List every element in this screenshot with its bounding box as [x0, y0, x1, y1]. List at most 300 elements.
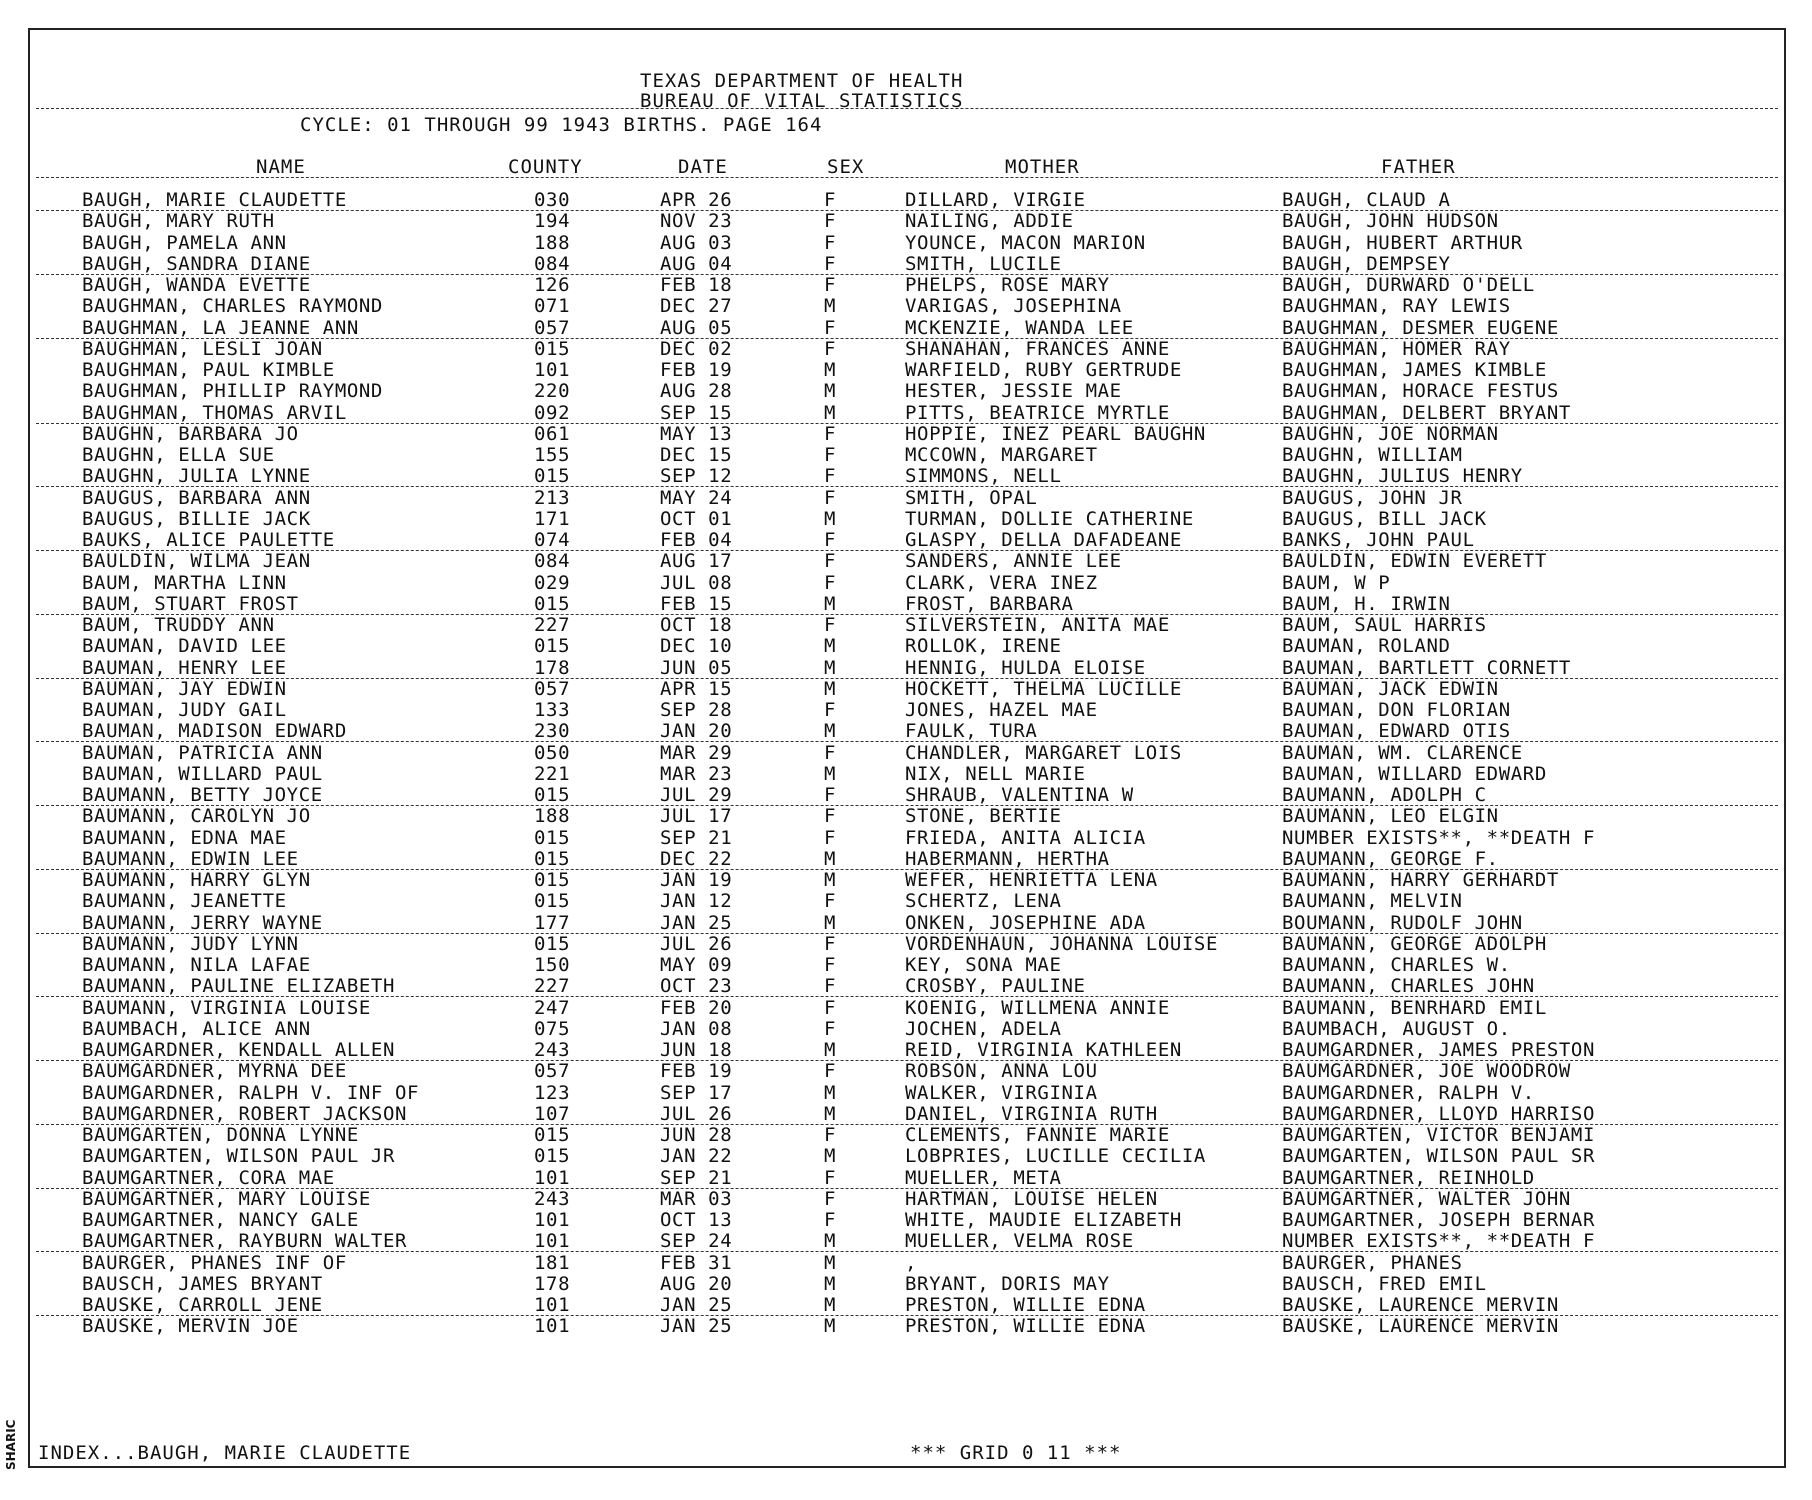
- record-name: BAUMGARTNER, NANCY GALE: [82, 1209, 359, 1231]
- record-sex: M: [824, 401, 837, 424]
- record-row: [30, 679, 1784, 700]
- record-sex: M: [824, 677, 837, 700]
- record-mother: PRESTON, WILLIE EDNA: [905, 1315, 1146, 1338]
- record-list: [30, 30, 1784, 1466]
- record-mother: DILLARD, VIRGIE: [905, 189, 1086, 211]
- record-mother: FRIEDA, ANITA ALICIA: [905, 826, 1146, 849]
- record-name: BAUMGARDNER, KENDALL ALLEN: [82, 1039, 396, 1061]
- record-date: OCT 18: [660, 614, 733, 636]
- record-father: BANKS, JOHN PAUL: [1282, 529, 1475, 551]
- record-father: BAUMANN, CHARLES JOHN: [1282, 975, 1535, 998]
- record-name: BAUMAN, DAVID LEE: [82, 635, 287, 658]
- record-date: APR 26: [660, 189, 733, 211]
- record-county: 188: [534, 805, 571, 828]
- record-name: BAUM, MARTHA LINN: [82, 571, 287, 594]
- record-date: OCT 23: [660, 975, 733, 998]
- record-row: [30, 190, 1784, 211]
- record-father: BAUMGARDNER, LLOYD HARRISO: [1282, 1102, 1596, 1125]
- record-row: [30, 955, 1784, 976]
- record-row: [30, 488, 1784, 509]
- record-mother: TURMAN, DOLLIE CATHERINE: [905, 507, 1194, 530]
- record-name: BAUMGARDNER, ROBERT JACKSON: [82, 1102, 408, 1125]
- record-name: BAUKS, ALICE PAULETTE: [82, 529, 335, 551]
- record-mother: MUELLER, META: [905, 1166, 1062, 1189]
- record-name: BAUGUS, BILLIE JACK: [82, 507, 311, 530]
- record-county: 015: [534, 635, 571, 658]
- record-row: [30, 339, 1784, 360]
- record-date: JAN 12: [660, 890, 733, 913]
- record-row: [30, 743, 1784, 764]
- record-date: JUL 17: [660, 805, 733, 828]
- record-county: 061: [534, 422, 571, 445]
- record-county: 084: [534, 550, 571, 573]
- record-county: 101: [534, 1294, 571, 1316]
- record-date: DEC 22: [660, 847, 733, 870]
- record-father: BAUMANN, BENRHARD EMIL: [1282, 996, 1547, 1019]
- record-date: FEB 31: [660, 1251, 733, 1274]
- record-row: [30, 424, 1784, 445]
- record-date: APR 15: [660, 677, 733, 700]
- record-date: DEC 10: [660, 635, 733, 658]
- record-sex: M: [824, 762, 837, 785]
- record-date: JUL 29: [660, 784, 733, 806]
- record-sex: M: [824, 592, 837, 615]
- record-mother: MCKENZIE, WANDA LEE: [905, 316, 1134, 339]
- record-father: BAUMGARTNER, JOSEPH BERNAR: [1282, 1209, 1596, 1231]
- record-father: BAUMGARDNER, JAMES PRESTON: [1282, 1039, 1596, 1061]
- record-name: BAUMAN, JAY EDWIN: [82, 677, 287, 700]
- record-county: 177: [534, 911, 571, 934]
- record-date: MAY 13: [660, 422, 733, 445]
- record-sex: F: [824, 231, 837, 254]
- record-father: BAUSKE, LAURENCE MERVIN: [1282, 1315, 1559, 1338]
- record-father: BAUMGARDNER, RALPH V.: [1282, 1081, 1535, 1104]
- record-row: [30, 1253, 1784, 1274]
- record-name: BAUMAN, JUDY GAIL: [82, 699, 287, 721]
- record-sex: F: [824, 741, 837, 764]
- record-name: BAUMANN, CAROLYN JO: [82, 805, 311, 828]
- record-father: BAUGH, HUBERT ARTHUR: [1282, 231, 1523, 254]
- record-date: FEB 18: [660, 274, 733, 296]
- record-father: BAUGHN, JOE NORMAN: [1282, 422, 1499, 445]
- record-date: JAN 25: [660, 1294, 733, 1316]
- cycle-info: CYCLE: 01 THROUGH 99 1943 BIRTHS. PAGE 164: [300, 114, 823, 136]
- record-county: 015: [534, 1124, 571, 1146]
- record-sex: F: [824, 465, 837, 488]
- record-date: JUL 26: [660, 1102, 733, 1125]
- record-mother: WHITE, MAUDIE ELIZABETH: [905, 1209, 1182, 1231]
- record-name: BAUSKE, MERVIN JOE: [82, 1315, 299, 1338]
- record-father: BAUMGARDNER, JOE WOODROW: [1282, 1060, 1571, 1083]
- record-mother: KOENIG, WILLMENA ANNIE: [905, 996, 1170, 1019]
- record-row: [30, 934, 1784, 955]
- record-date: JAN 20: [660, 720, 733, 743]
- record-sex: F: [824, 252, 837, 275]
- record-mother: KEY, SONA MAE: [905, 954, 1062, 976]
- record-county: 015: [534, 847, 571, 870]
- grid-footer: *** GRID 0 11 ***: [910, 1442, 1122, 1464]
- record-sex: M: [824, 1145, 837, 1168]
- record-row: [30, 1168, 1784, 1189]
- record-sex: F: [824, 975, 837, 998]
- record-sex: M: [824, 380, 837, 403]
- record-date: FEB 19: [660, 1060, 733, 1083]
- record-mother: WEFER, HENRIETTA LENA: [905, 869, 1158, 891]
- record-row: [30, 1146, 1784, 1167]
- agency-title: TEXAS DEPARTMENT OF HEALTH: [640, 70, 964, 92]
- record-date: JAN 22: [660, 1145, 733, 1168]
- record-county: 171: [534, 507, 571, 530]
- record-name: BAUGHMAN, THOMAS ARVIL: [82, 401, 347, 424]
- record-row: [30, 1061, 1784, 1082]
- record-name: BAUGH, WANDA EVETTE: [82, 274, 311, 296]
- column-header-date: DATE: [678, 156, 728, 178]
- record-mother: MUELLER, VELMA ROSE: [905, 1230, 1134, 1253]
- record-row: [30, 891, 1784, 912]
- record-row: [30, 318, 1784, 339]
- record-county: 015: [534, 869, 571, 891]
- record-mother: ROBSON, ANNA LOU: [905, 1060, 1098, 1083]
- record-father: BAUMANN, ADOLPH C: [1282, 784, 1487, 806]
- record-name: BAUMAN, PATRICIA ANN: [82, 741, 323, 764]
- record-sex: F: [824, 890, 837, 913]
- record-sex: M: [824, 1294, 837, 1316]
- record-county: 101: [534, 359, 571, 381]
- record-sex: M: [824, 635, 837, 658]
- record-mother: HOPPIE, INEZ PEARL BAUGHN: [905, 422, 1206, 445]
- record-name: BAUGHN, JULIA LYNNE: [82, 465, 311, 488]
- record-sex: M: [824, 507, 837, 530]
- record-father: BAUGHMAN, DESMER EUGENE: [1282, 316, 1559, 339]
- record-sex: M: [824, 295, 837, 318]
- record-date: AUG 03: [660, 231, 733, 254]
- record-county: 126: [534, 274, 571, 296]
- record-county: 057: [534, 316, 571, 339]
- record-date: SEP 17: [660, 1081, 733, 1104]
- record-date: SEP 21: [660, 1166, 733, 1189]
- record-sex: F: [824, 274, 837, 296]
- record-father: BAUMAN, EDWARD OTIS: [1282, 720, 1511, 743]
- record-date: JUN 05: [660, 656, 733, 679]
- record-name: BAUMANN, BETTY JOYCE: [82, 784, 323, 806]
- record-sex: M: [824, 1272, 837, 1295]
- record-county: 230: [534, 720, 571, 743]
- record-county: 074: [534, 529, 571, 551]
- column-header-name: NAME: [256, 156, 306, 178]
- record-county: 015: [534, 932, 571, 955]
- vital-statistics-sheet: [28, 28, 1786, 1468]
- column-header-sex: SEX: [827, 156, 865, 178]
- record-sex: F: [824, 571, 837, 594]
- record-mother: CROSBY, PAULINE: [905, 975, 1086, 998]
- record-name: BAUMGARDNER, RALPH V. INF OF: [82, 1081, 420, 1104]
- record-county: 071: [534, 295, 571, 318]
- record-father: BAUMGARTNER, WALTER JOHN: [1282, 1187, 1571, 1210]
- record-mother: SMITH, OPAL: [905, 486, 1038, 509]
- record-county: 247: [534, 996, 571, 1019]
- record-row: [30, 573, 1784, 594]
- record-county: 084: [534, 252, 571, 275]
- record-county: 220: [534, 380, 571, 403]
- record-sex: F: [824, 316, 837, 339]
- record-date: SEP 24: [660, 1230, 733, 1253]
- record-father: BAUMGARTEN, VICTOR BENJAMI: [1282, 1124, 1596, 1146]
- record-row: [30, 913, 1784, 934]
- record-row: [30, 1274, 1784, 1295]
- record-date: JUN 28: [660, 1124, 733, 1146]
- record-father: BAUMANN, CHARLES W.: [1282, 954, 1511, 976]
- record-father: BAUGHMAN, DELBERT BRYANT: [1282, 401, 1571, 424]
- record-county: 015: [534, 784, 571, 806]
- record-sex: F: [824, 805, 837, 828]
- record-date: JAN 08: [660, 1017, 733, 1040]
- record-name: BAUMANN, JEANETTE: [82, 890, 287, 913]
- record-sex: F: [824, 996, 837, 1019]
- record-father: BAUGH, DEMPSEY: [1282, 252, 1451, 275]
- record-father: NUMBER EXISTS**, **DEATH F: [1282, 1230, 1596, 1253]
- record-date: DEC 02: [660, 337, 733, 360]
- index-footer: INDEX...BAUGH, MARIE CLAUDETTE: [38, 1442, 412, 1464]
- record-row: [30, 764, 1784, 785]
- record-row: [30, 445, 1784, 466]
- record-mother: HARTMAN, LOUISE HELEN: [905, 1187, 1158, 1210]
- record-county: 030: [534, 189, 571, 211]
- record-name: BAURGER, PHANES INF OF: [82, 1251, 347, 1274]
- record-sex: M: [824, 911, 837, 934]
- record-row: [30, 381, 1784, 402]
- record-county: 227: [534, 975, 571, 998]
- record-name: BAUMGARDNER, MYRNA DEE: [82, 1060, 347, 1083]
- record-date: AUG 17: [660, 550, 733, 573]
- record-county: 178: [534, 656, 571, 679]
- record-father: BAUGHMAN, HORACE FESTUS: [1282, 380, 1559, 403]
- record-row: [30, 551, 1784, 572]
- record-county: 015: [534, 592, 571, 615]
- record-county: 101: [534, 1230, 571, 1253]
- record-father: BAUMANN, GEORGE F.: [1282, 847, 1499, 870]
- record-row: [30, 658, 1784, 679]
- record-date: MAR 23: [660, 762, 733, 785]
- record-father: BAUGHN, WILLIAM: [1282, 444, 1463, 466]
- record-date: JUL 26: [660, 932, 733, 955]
- record-father: BAUMGARTEN, WILSON PAUL SR: [1282, 1145, 1596, 1168]
- record-row: [30, 211, 1784, 232]
- record-father: BAUGH, CLAUD A: [1282, 189, 1451, 211]
- record-date: FEB 04: [660, 529, 733, 551]
- record-row: [30, 806, 1784, 827]
- record-row: [30, 636, 1784, 657]
- record-sex: M: [824, 720, 837, 743]
- record-father: BAUMANN, GEORGE ADOLPH: [1282, 932, 1547, 955]
- record-father: BAUMAN, WM. CLARENCE: [1282, 741, 1523, 764]
- record-father: BAUM, SAUL HARRIS: [1282, 614, 1487, 636]
- record-father: BAUMBACH, AUGUST O.: [1282, 1017, 1511, 1040]
- record-name: BAUMGARTEN, WILSON PAUL JR: [82, 1145, 396, 1168]
- record-name: BAUGHMAN, LESLI JOAN: [82, 337, 323, 360]
- record-date: AUG 20: [660, 1272, 733, 1295]
- record-name: BAUGH, MARY RUTH: [82, 210, 275, 233]
- record-date: SEP 15: [660, 401, 733, 424]
- record-father: BAUGHN, JULIUS HENRY: [1282, 465, 1523, 488]
- record-date: JUL 08: [660, 571, 733, 594]
- record-county: 057: [534, 677, 571, 700]
- record-row: [30, 785, 1784, 806]
- record-mother: PHELPS, ROSE MARY: [905, 274, 1110, 296]
- record-row: [30, 594, 1784, 615]
- record-county: 181: [534, 1251, 571, 1274]
- record-row: [30, 870, 1784, 891]
- record-name: BAUMAN, WILLARD PAUL: [82, 762, 323, 785]
- record-mother: REID, VIRGINIA KATHLEEN: [905, 1039, 1182, 1061]
- record-father: BOUMANN, RUDOLF JOHN: [1282, 911, 1523, 934]
- record-row: [30, 1316, 1784, 1337]
- column-header-mother: MOTHER: [1005, 156, 1080, 178]
- record-mother: VARIGAS, JOSEPHINA: [905, 295, 1122, 318]
- record-father: BAUMAN, DON FLORIAN: [1282, 699, 1511, 721]
- record-mother: DANIEL, VIRGINIA RUTH: [905, 1102, 1158, 1125]
- record-name: BAUMGARTNER, RAYBURN WALTER: [82, 1230, 408, 1253]
- record-date: SEP 12: [660, 465, 733, 488]
- record-sex: M: [824, 1251, 837, 1274]
- record-mother: HESTER, JESSIE MAE: [905, 380, 1122, 403]
- record-county: 227: [534, 614, 571, 636]
- record-mother: CLEMENTS, FANNIE MARIE: [905, 1124, 1170, 1146]
- record-row: [30, 615, 1784, 636]
- record-father: BAUMANN, MELVIN: [1282, 890, 1463, 913]
- record-mother: SANDERS, ANNIE LEE: [905, 550, 1122, 573]
- record-county: 213: [534, 486, 571, 509]
- record-mother: WALKER, VIRGINIA: [905, 1081, 1098, 1104]
- record-mother: SMITH, LUCILE: [905, 252, 1062, 275]
- record-sex: F: [824, 1187, 837, 1210]
- record-sex: M: [824, 1230, 837, 1253]
- record-county: 178: [534, 1272, 571, 1295]
- record-sex: F: [824, 954, 837, 976]
- record-name: BAUGHN, BARBARA JO: [82, 422, 299, 445]
- record-date: NOV 23: [660, 210, 733, 233]
- record-row: [30, 1083, 1784, 1104]
- record-name: BAUMANN, EDWIN LEE: [82, 847, 299, 870]
- record-county: 155: [534, 444, 571, 466]
- record-row: [30, 233, 1784, 254]
- record-sex: M: [824, 1315, 837, 1338]
- record-sex: F: [824, 444, 837, 466]
- record-county: 243: [534, 1187, 571, 1210]
- record-row: [30, 976, 1784, 997]
- record-county: 015: [534, 890, 571, 913]
- record-name: BAUGHMAN, PHILLIP RAYMOND: [82, 380, 383, 403]
- record-sex: F: [824, 189, 837, 211]
- record-mother: LOBPRIES, LUCILLE CECILIA: [905, 1145, 1206, 1168]
- record-name: BAUMGARTNER, CORA MAE: [82, 1166, 335, 1189]
- record-father: BAUSCH, FRED EMIL: [1282, 1272, 1487, 1295]
- record-sex: F: [824, 614, 837, 636]
- record-date: AUG 05: [660, 316, 733, 339]
- record-row: [30, 530, 1784, 551]
- record-mother: NIX, NELL MARIE: [905, 762, 1086, 785]
- record-county: 101: [534, 1315, 571, 1338]
- record-mother: GLASPY, DELLA DAFADEANE: [905, 529, 1182, 551]
- record-row: [30, 1125, 1784, 1146]
- record-sex: F: [824, 1209, 837, 1231]
- record-mother: ONKEN, JOSEPHINE ADA: [905, 911, 1146, 934]
- record-county: 194: [534, 210, 571, 233]
- record-row: [30, 1189, 1784, 1210]
- record-row: [30, 466, 1784, 487]
- record-name: BAUSCH, JAMES BRYANT: [82, 1272, 323, 1295]
- record-father: BAUMGARTNER, REINHOLD: [1282, 1166, 1535, 1189]
- record-sex: F: [824, 932, 837, 955]
- record-county: 243: [534, 1039, 571, 1061]
- record-sex: F: [824, 1060, 837, 1083]
- record-mother: ,: [905, 1251, 918, 1274]
- record-father: BAUMAN, JACK EDWIN: [1282, 677, 1499, 700]
- record-date: JAN 25: [660, 911, 733, 934]
- record-sex: F: [824, 826, 837, 849]
- record-date: JAN 19: [660, 869, 733, 891]
- record-date: OCT 13: [660, 1209, 733, 1231]
- record-row: [30, 254, 1784, 275]
- record-sex: M: [824, 1102, 837, 1125]
- record-county: 123: [534, 1081, 571, 1104]
- record-father: BAUGUS, JOHN JR: [1282, 486, 1463, 509]
- record-row: [30, 1231, 1784, 1252]
- record-county: 221: [534, 762, 571, 785]
- record-father: BAUGHMAN, RAY LEWIS: [1282, 295, 1511, 318]
- record-mother: PRESTON, WILLIE EDNA: [905, 1294, 1146, 1316]
- record-name: BAUGHMAN, PAUL KIMBLE: [82, 359, 335, 381]
- record-mother: CHANDLER, MARGARET LOIS: [905, 741, 1182, 764]
- side-mark: SHARIC: [4, 1419, 18, 1470]
- record-mother: JOCHEN, ADELA: [905, 1017, 1062, 1040]
- record-mother: BRYANT, DORIS MAY: [905, 1272, 1110, 1295]
- record-mother: HOCKETT, THELMA LUCILLE: [905, 677, 1182, 700]
- record-mother: SILVERSTEIN, ANITA MAE: [905, 614, 1170, 636]
- record-mother: HENNIG, HULDA ELOISE: [905, 656, 1146, 679]
- record-sex: M: [824, 1039, 837, 1061]
- record-sex: F: [824, 1017, 837, 1040]
- record-mother: SCHERTZ, LENA: [905, 890, 1062, 913]
- record-date: SEP 21: [660, 826, 733, 849]
- record-row: [30, 296, 1784, 317]
- record-mother: VORDENHAUN, JOHANNA LOUISE: [905, 932, 1219, 955]
- record-date: JAN 25: [660, 1315, 733, 1338]
- record-county: 015: [534, 1145, 571, 1168]
- record-sex: F: [824, 422, 837, 445]
- record-father: NUMBER EXISTS**, **DEATH F: [1282, 826, 1596, 849]
- record-row: [30, 1019, 1784, 1040]
- record-date: JUN 18: [660, 1039, 733, 1061]
- record-sex: M: [824, 359, 837, 381]
- record-father: BAUMAN, BARTLETT CORNETT: [1282, 656, 1571, 679]
- record-name: BAUMBACH, ALICE ANN: [82, 1017, 311, 1040]
- record-father: BAUMANN, HARRY GERHARDT: [1282, 869, 1559, 891]
- record-sex: F: [824, 1166, 837, 1189]
- record-row: [30, 360, 1784, 381]
- record-mother: STONE, BERTIE: [905, 805, 1062, 828]
- record-mother: CLARK, VERA INEZ: [905, 571, 1098, 594]
- record-date: MAR 03: [660, 1187, 733, 1210]
- record-name: BAUMANN, NILA LAFAE: [82, 954, 311, 976]
- record-row: [30, 1104, 1784, 1125]
- record-sex: F: [824, 486, 837, 509]
- record-row: [30, 849, 1784, 870]
- record-date: AUG 28: [660, 380, 733, 403]
- record-father: BAUM, W P: [1282, 571, 1391, 594]
- record-county: 107: [534, 1102, 571, 1125]
- record-date: OCT 01: [660, 507, 733, 530]
- record-sex: F: [824, 1124, 837, 1146]
